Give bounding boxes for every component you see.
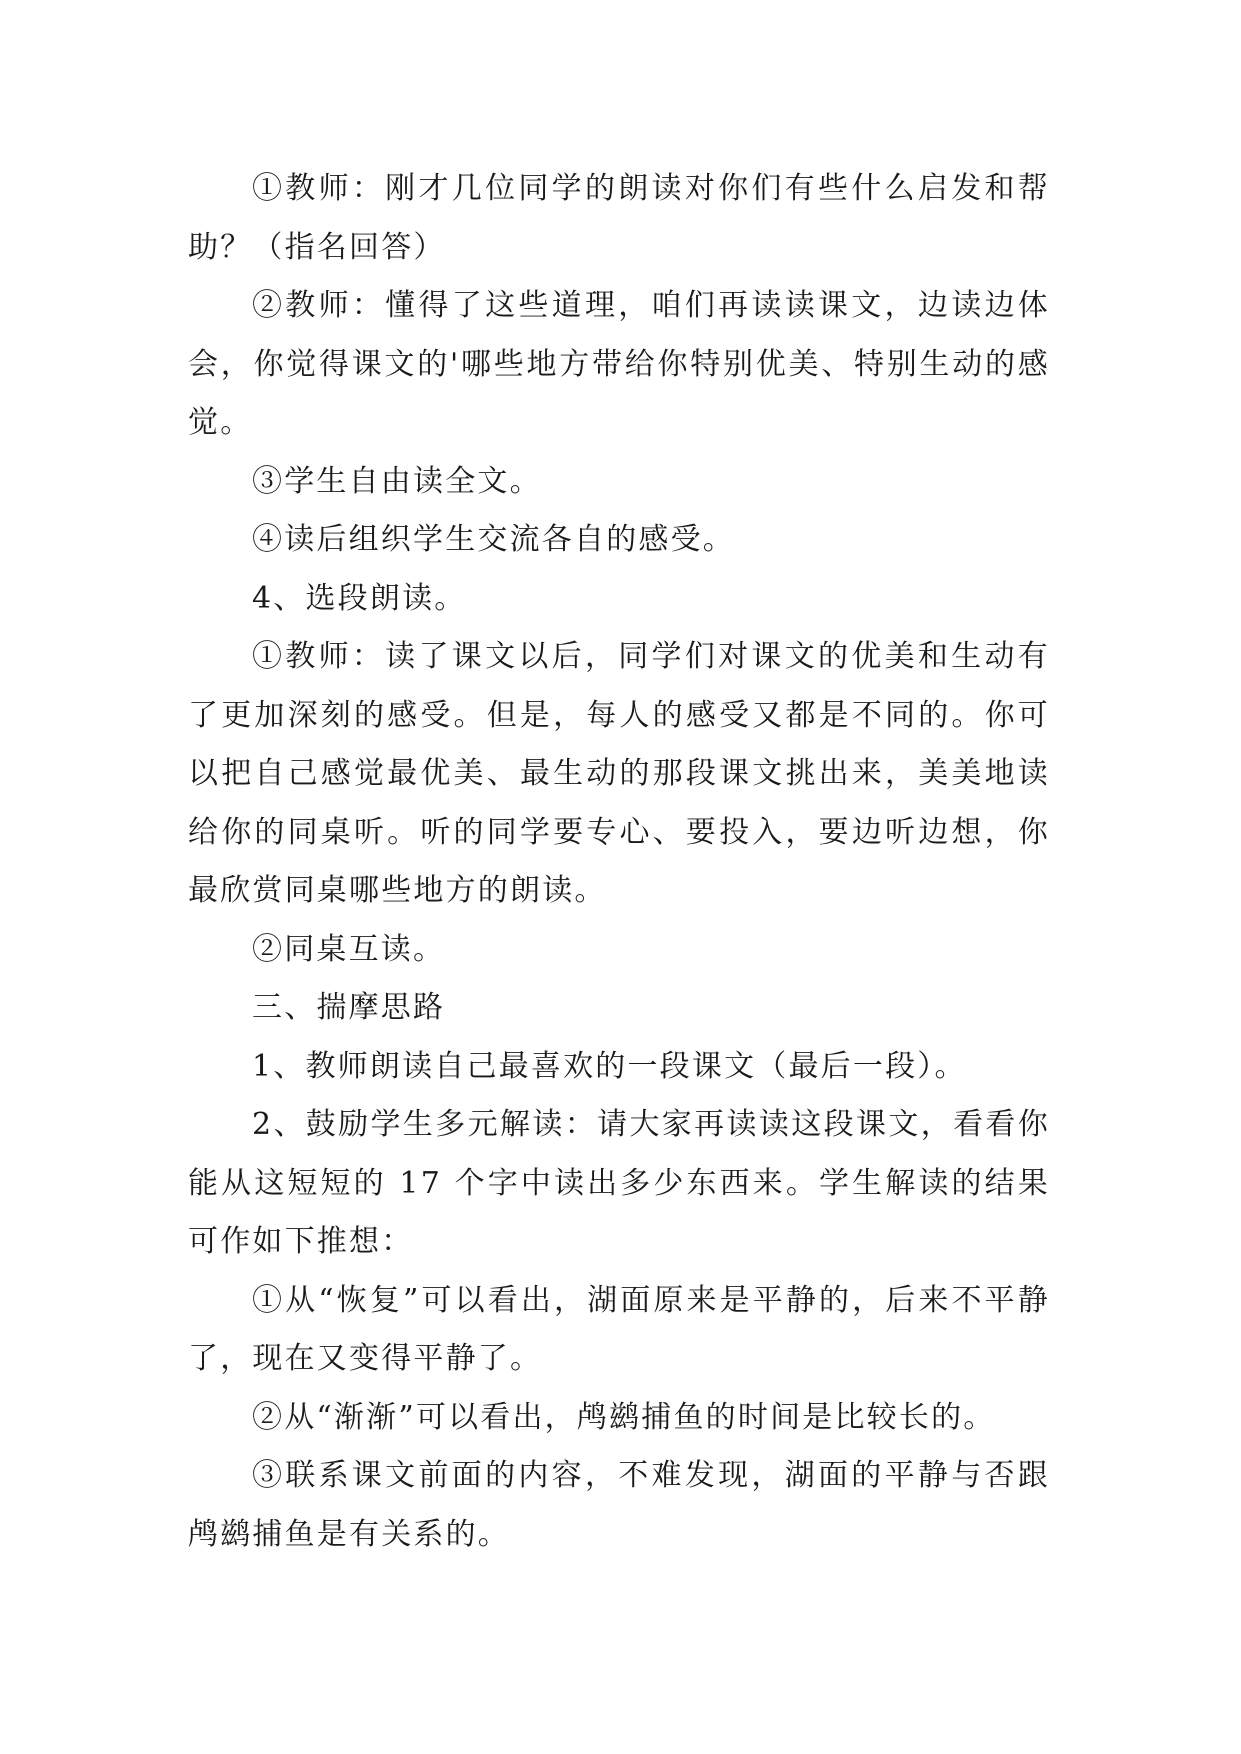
paragraph-3: ③学生自由读全文。 [252, 463, 542, 499]
paragraph-2: ②教师：懂得了这些道理，咱们再读读课文，边读边体会，你觉得课文的'哪些地方带给你特别优美、特别生动的感觉。 [188, 288, 1050, 440]
document-page [188, 160, 1050, 1564]
paragraph-11: ①从“恢复”可以看出，湖面原来是平静的，后来不平静了，现在又变得平静了。 [188, 1282, 1050, 1376]
paragraph-9: 1、教师朗读自己最喜欢的一段课文（最后一段）。 [252, 1048, 967, 1084]
paragraph-13: ③联系课文前面的内容，不难发现，湖面的平静与否跟鸬鹚捕鱼是有关系的。 [188, 1458, 1050, 1552]
section-heading: 三、揣摩思路 [252, 990, 446, 1025]
paragraph-12: ②从“渐渐”可以看出，鸬鹚捕鱼的时间是比较长的。 [252, 1399, 996, 1435]
paragraph-7: ②同桌互读。 [252, 931, 446, 967]
paragraph-1: ①教师：刚才几位同学的朗读对你们有些什么启发和帮助？（指名回答） [188, 171, 1050, 265]
paragraph-5: 4、选段朗读。 [252, 580, 467, 616]
paragraph-10: 2、鼓励学生多元解读：请大家再读读这段课文，看看你能从这短短的 17 个字中读出多少东西来。学生解读的结果可作如下推想： [188, 1107, 1050, 1259]
paragraph-4: ④读后组织学生交流各自的感受。 [252, 522, 735, 557]
paragraph-6: ①教师：读了课文以后，同学们对课文的优美和生动有了更加深刻的感受。但是，每人的感受又都是不同的。你可以把自己感觉最优美、最生动的那段课文挑出来，美美地读给你的同桌听。听的同学要专心、要投入，要边听边想，你最欣赏同桌哪些地方的朗读。 [188, 639, 1050, 908]
